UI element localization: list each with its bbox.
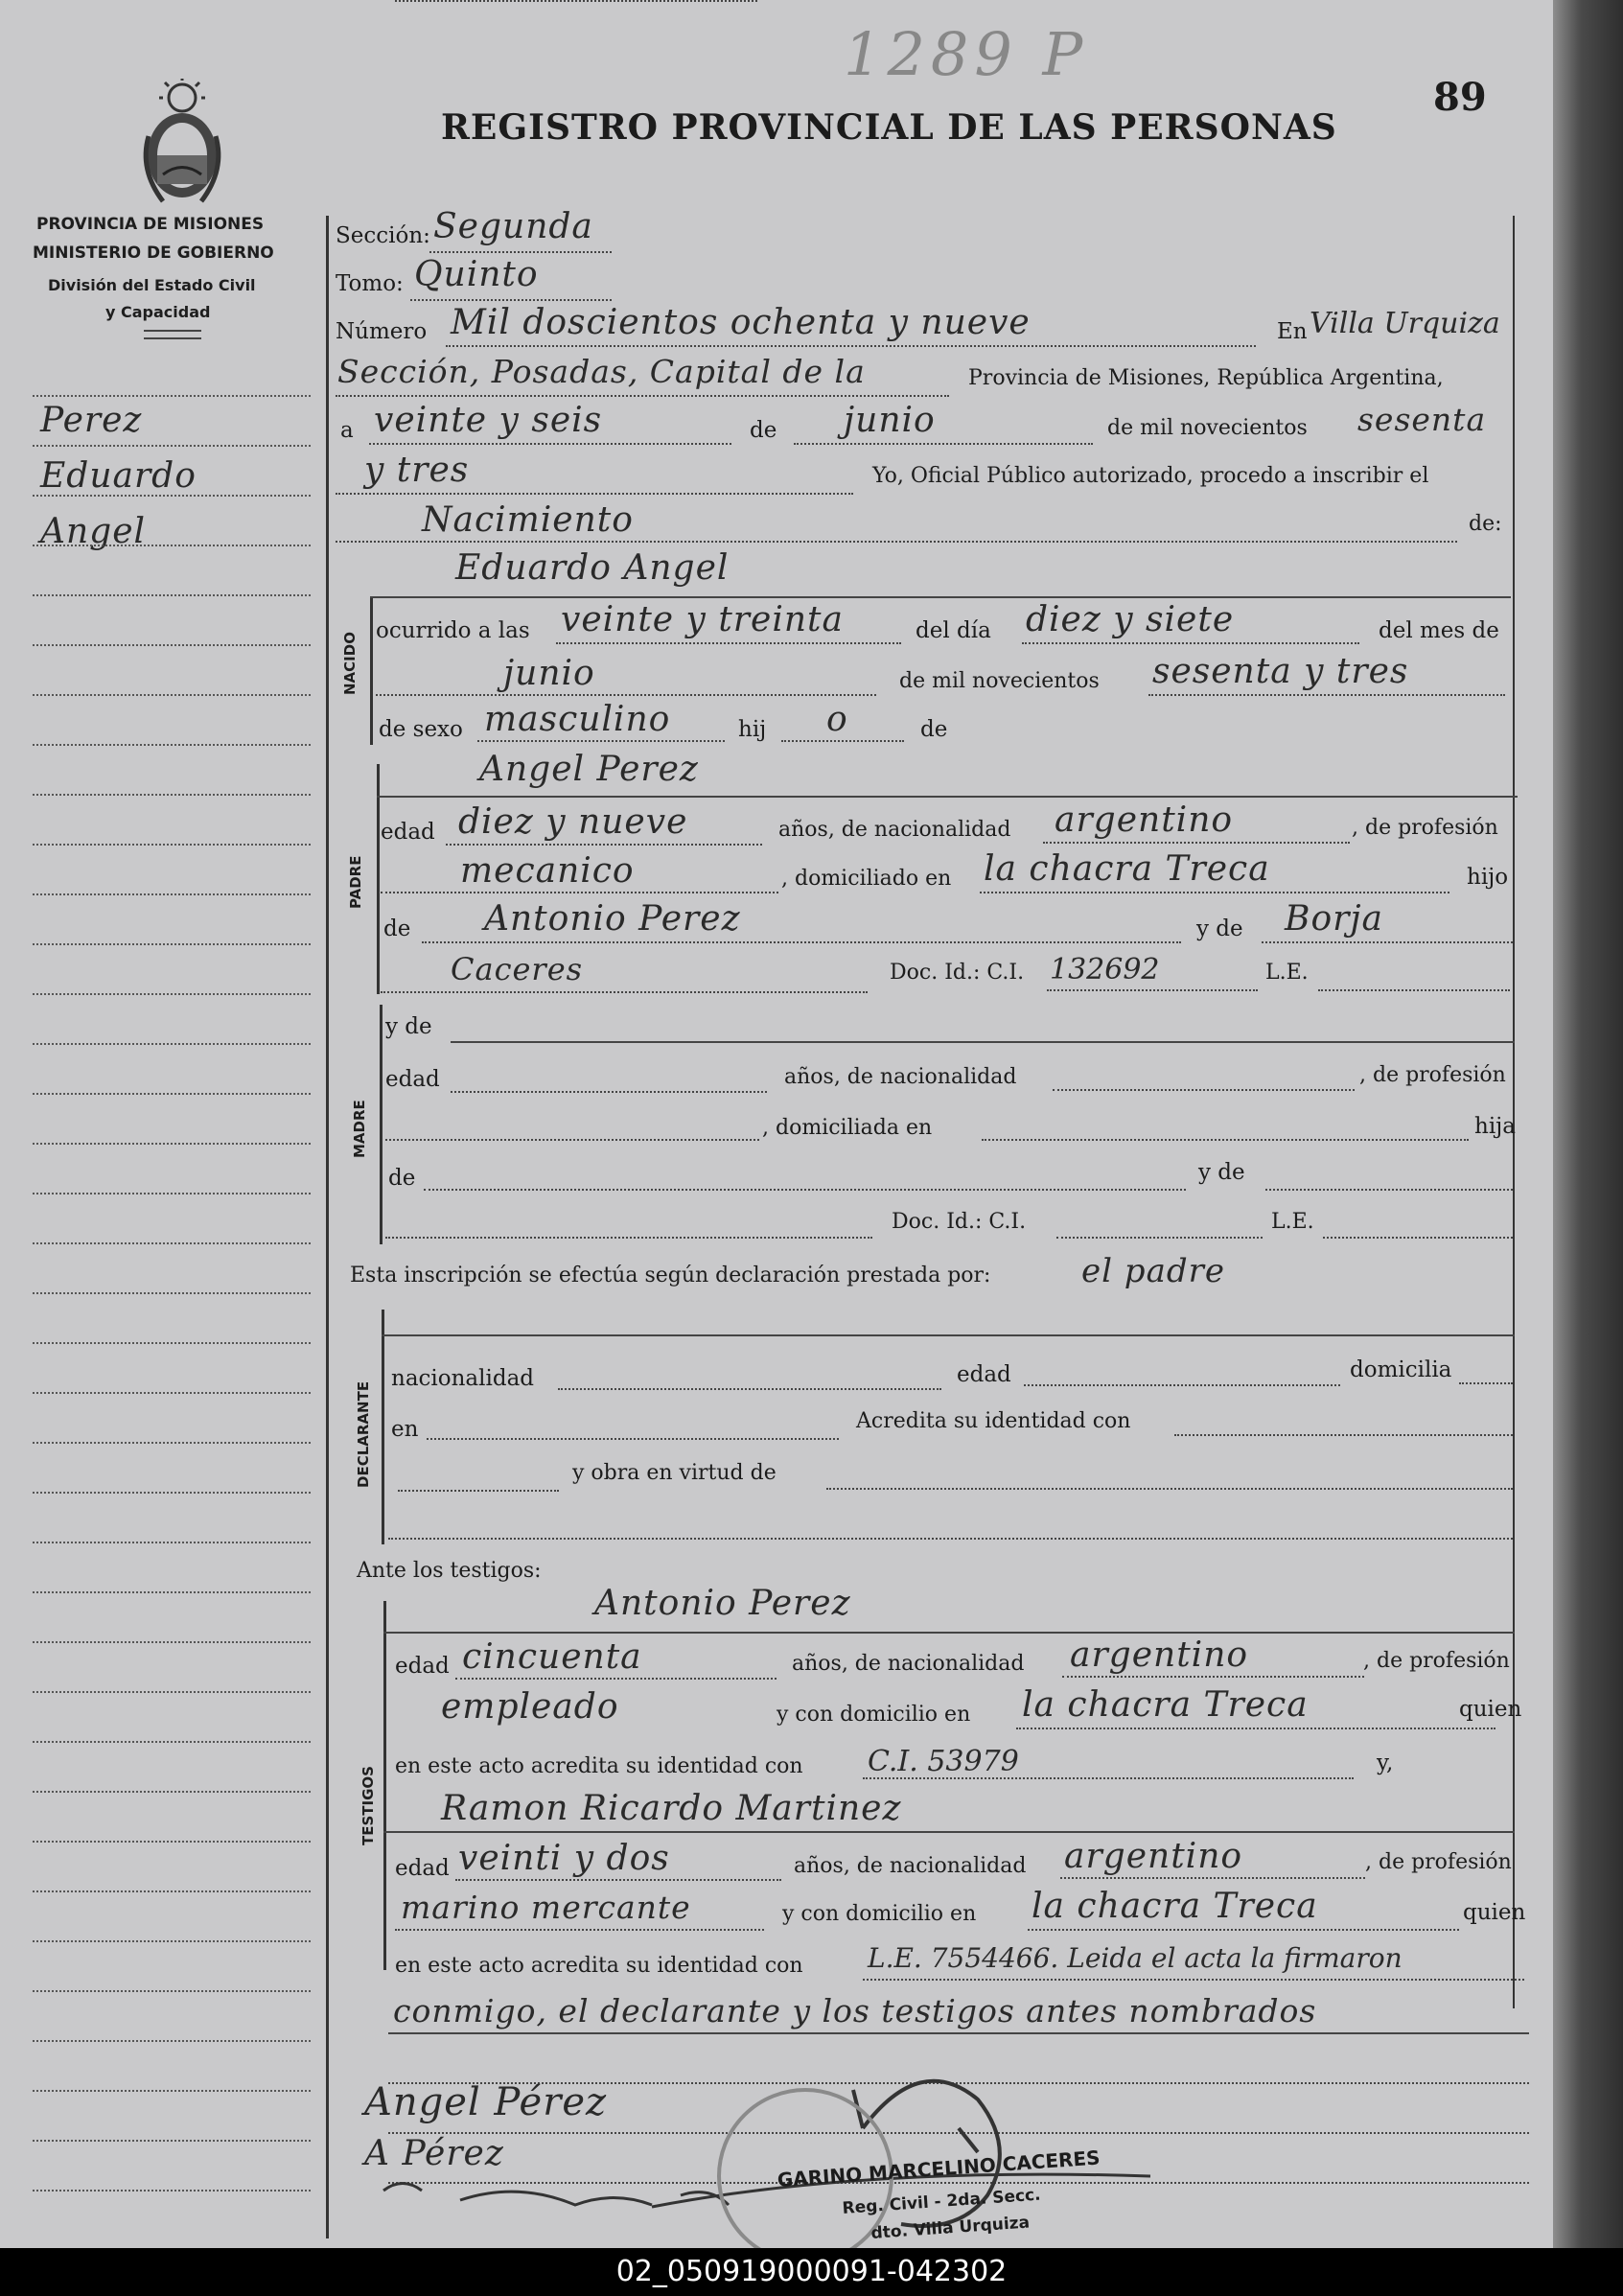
registry-title: REGISTRO PROVINCIAL DE LAS PERSONAS <box>441 107 1337 148</box>
testigo1-prof: empleado <box>441 1687 619 1727</box>
padre-edad-line <box>446 844 762 846</box>
margin-rule <box>33 545 311 546</box>
testigo2-dom-label: y con domicilio en <box>782 1902 977 1926</box>
padre-nac-label: años, de nacionalidad <box>778 818 1011 842</box>
margin-rule <box>33 1940 311 1942</box>
testigo2-nac: argentino <box>1064 1837 1243 1876</box>
madre-le-label: L.E. <box>1271 1210 1314 1234</box>
padre-name-line <box>377 796 1518 798</box>
declarante-obra-label: y obra en virtud de <box>572 1461 777 1485</box>
numero-label: Número <box>336 319 428 344</box>
margin-rule <box>33 744 311 746</box>
testigo2-prof-line <box>395 1929 764 1931</box>
mes-line <box>794 443 1093 445</box>
right-border <box>1513 216 1515 2008</box>
testigo2-dom: la chacra Treca <box>1032 1887 1318 1926</box>
testigo2-edad-line <box>455 1879 781 1881</box>
nacido-name: Eduardo Angel <box>455 548 730 588</box>
del-dia-label: del día <box>916 618 991 643</box>
testigo1-doc-line <box>863 1777 1354 1779</box>
testigo2-doc: L.E. 7554466. Leida el acta la firmaron <box>868 1942 1403 1974</box>
dia-line <box>369 443 731 445</box>
testigo1-prof-label: , de profesión <box>1363 1649 1510 1673</box>
abuelo-line <box>422 941 1181 943</box>
declarante-label: DECLARANTE <box>355 1380 372 1488</box>
numero-line <box>446 345 1256 347</box>
madre-le-line <box>1323 1237 1513 1239</box>
margin-rule <box>33 1242 311 1244</box>
madre-nac-line <box>1053 1089 1355 1091</box>
padre-le-line <box>1318 989 1510 991</box>
mes-value: junio <box>844 401 936 440</box>
madre-y-de2-line <box>1265 1189 1513 1191</box>
margin-rule <box>33 2040 311 2042</box>
margin-rule <box>33 644 311 646</box>
declarante-name-line <box>382 1334 1515 1336</box>
testigo1-acto-label: en este acto acredita su identidad con <box>395 1754 803 1778</box>
testigo1-y: y, <box>1377 1751 1394 1775</box>
abuelo-value: Antonio Perez <box>484 899 741 939</box>
margin-rule <box>33 594 311 596</box>
declarante-nac-label: nacionalidad <box>391 1366 535 1391</box>
testigo1-nac-label: años, de nacionalidad <box>792 1652 1025 1676</box>
padre-dom-value: la chacra Treca <box>984 849 1270 889</box>
margin-rule <box>33 495 311 497</box>
margin-rule <box>33 1990 311 1992</box>
padre-edad-label: edad <box>381 820 435 845</box>
official-stamp-name: GARINO MARCELINO CACERES <box>777 2145 1101 2192</box>
testigo1-doc: C.I. 53979 <box>868 1745 1019 1778</box>
hij-value: o <box>826 700 848 739</box>
margin-second-name: Angel <box>40 512 147 551</box>
margin-rule <box>33 1193 311 1194</box>
declarante-en-label: en <box>391 1417 419 1442</box>
sidebar-province: PROVINCIA DE MISIONES <box>36 215 265 234</box>
margin-rule <box>33 1542 311 1543</box>
declarante-bracket <box>382 1310 384 1544</box>
de-colon: de: <box>1469 512 1502 536</box>
place-value: Sección, Posadas, Capital de la <box>337 353 866 390</box>
margin-rule <box>33 1890 311 1892</box>
nacido-de-label: de <box>920 717 948 742</box>
margin-rule <box>33 1591 311 1593</box>
testigos-bracket <box>383 1601 386 1970</box>
seccion-value: Segunda <box>433 207 593 246</box>
anio-value-2: y tres <box>364 451 470 490</box>
closing-text: conmigo, el declarante y los testigos antes nombrados <box>393 1992 1317 2029</box>
anio-value-1: sesenta <box>1357 401 1487 438</box>
testigo2-dom-line <box>1028 1929 1459 1931</box>
testigo1-nac-line <box>1062 1676 1364 1678</box>
madre-label: MADRE <box>351 1100 368 1158</box>
margin-rule <box>33 1342 311 1344</box>
margin-rule <box>33 1392 311 1394</box>
declarante-domicilia-line <box>1459 1382 1513 1384</box>
padre-bracket <box>377 764 380 994</box>
nacido-bracket <box>370 596 373 745</box>
margin-rule <box>33 694 311 696</box>
padre-prof-line <box>381 892 778 893</box>
margin-rule <box>33 395 311 397</box>
madre-edad-label: edad <box>385 1067 440 1092</box>
sidebar-capacity: y Capacidad <box>105 303 211 321</box>
seccion-label: Sección: <box>336 223 430 248</box>
nacido-dia-value: diez y siete <box>1026 600 1235 639</box>
padre-doc-line <box>1047 989 1258 991</box>
padre-de-label: de <box>383 916 411 941</box>
tomo-line <box>410 299 612 301</box>
declarante-obra-line <box>826 1488 1513 1490</box>
padre-dom-line <box>980 892 1449 893</box>
testigo2-nac-line <box>1060 1877 1365 1879</box>
padre-label: PADRE <box>347 855 364 909</box>
madre-prof-line <box>385 1139 759 1141</box>
madre-y-de-label: y de <box>385 1014 432 1039</box>
madre-y-de2-label: y de <box>1198 1160 1245 1185</box>
testigo1-edad-label: edad <box>395 1654 450 1679</box>
madre-hija-label: hija <box>1474 1114 1517 1139</box>
madre-bracket <box>380 1005 383 1244</box>
official-stamp-district: dto. Villa Urquiza <box>870 2213 1031 2243</box>
ocurrido-label: ocurrido a las <box>376 618 530 643</box>
testigo1-name-line <box>383 1632 1515 1634</box>
left-border <box>326 216 329 2238</box>
madre-dom-label: , domiciliada en <box>762 1116 933 1140</box>
testigo2-nac-label: años, de nacionalidad <box>794 1854 1027 1878</box>
madre-nac-label: años, de nacionalidad <box>784 1065 1017 1089</box>
margin-rule <box>33 844 311 846</box>
testigo1-edad: cincuenta <box>462 1637 642 1677</box>
testigo1-name: Antonio Perez <box>594 1584 851 1623</box>
testigos-intro: Ante los testigos: <box>357 1559 542 1583</box>
declarante-edad-line <box>1024 1384 1340 1386</box>
sidebar-ministry: MINISTERIO DE GOBIERNO <box>33 244 274 263</box>
oficial-text: Yo, Oficial Público autorizado, procedo a inscribir el <box>872 464 1429 488</box>
acto-line <box>336 541 1457 543</box>
hora-value: veinte y treinta <box>561 600 844 639</box>
anio-line <box>336 493 853 495</box>
hij-label: hij <box>738 717 767 742</box>
nacido-mil-label: de mil novecientos <box>899 669 1100 693</box>
en-label: En <box>1277 319 1308 344</box>
sexo-value: masculino <box>484 700 671 739</box>
abuela-line-2 <box>381 991 868 993</box>
margin-rule <box>33 1741 311 1743</box>
margin-rule <box>33 445 311 447</box>
testigo2-prof-label: , de profesión <box>1365 1850 1512 1874</box>
hora-line <box>556 642 901 644</box>
margin-rule <box>33 1442 311 1444</box>
testigo2-name-line <box>383 1831 1515 1833</box>
nacido-label: NACIDO <box>341 632 359 695</box>
sidebar-underline <box>144 337 201 339</box>
acto-value: Nacimiento <box>422 500 634 540</box>
sexo-label: de sexo <box>379 717 463 742</box>
padre-prof-label: , de profesión <box>1352 816 1498 840</box>
madre-de-line <box>424 1189 1186 1191</box>
tomo-label: Tomo: <box>336 271 404 296</box>
madre-doc-blank-line <box>385 1237 872 1239</box>
sexo-line <box>477 740 725 742</box>
testigo1-dom: la chacra Treca <box>1022 1685 1309 1725</box>
margin-rule <box>33 943 311 945</box>
nacido-anio-line <box>1148 694 1505 696</box>
madre-edad-line <box>451 1091 767 1093</box>
declarante-blank-line <box>398 1490 559 1492</box>
nacido-mes-line <box>376 694 876 696</box>
testigo2-edad: veinti y dos <box>458 1839 670 1878</box>
margin-rule <box>33 1292 311 1294</box>
testigo2-acto-label: en este acto acredita su identidad con <box>395 1954 803 1978</box>
coat-of-arms-icon <box>134 79 230 208</box>
margin-rule <box>33 1093 311 1095</box>
declarante-extra-line <box>388 1538 1513 1540</box>
madre-dom-line <box>982 1139 1469 1141</box>
testigo2-prof: marino mercante <box>401 1889 691 1926</box>
tomo-value: Quinto <box>414 255 539 294</box>
madre-doc-line <box>1056 1237 1263 1239</box>
abuela-value-2: Caceres <box>451 951 584 987</box>
padre-edad-value: diez y nueve <box>458 802 688 842</box>
margin-first-name: Eduardo <box>40 456 197 496</box>
padre-y-de-label: y de <box>1196 916 1243 941</box>
nacido-dia-line <box>1022 642 1359 644</box>
margin-rule <box>33 993 311 995</box>
nacido-name-line <box>370 596 1511 598</box>
declaracion-value: el padre <box>1081 1252 1225 1290</box>
declarante-domicilia-label: domicilia <box>1350 1357 1452 1382</box>
margin-rule <box>33 1791 311 1793</box>
testigo1-edad-line <box>455 1678 777 1680</box>
margin-rule <box>33 1841 311 1843</box>
a-label: a <box>340 418 354 443</box>
seccion-line <box>429 251 612 253</box>
sidebar-division: División del Estado Civil <box>48 276 256 294</box>
margin-rule <box>33 893 311 895</box>
testigo2-edad-label: edad <box>395 1856 450 1881</box>
declarante-nac-line <box>558 1388 941 1390</box>
margin-surname: Perez <box>40 401 143 440</box>
folio-stamp: 1289 P <box>844 19 1089 89</box>
place-line <box>336 395 949 397</box>
margin-rule <box>33 794 311 796</box>
padre-nac-line <box>1043 842 1350 844</box>
testigo1-dom-line <box>1016 1728 1495 1729</box>
padre-nac-value: argentino <box>1055 800 1234 840</box>
abuela-value-1: Borja <box>1285 899 1383 939</box>
testigo2-name: Ramon Ricardo Martinez <box>441 1789 902 1828</box>
nacido-mes-value: junio <box>503 654 595 693</box>
de-label: de <box>750 418 777 443</box>
nacido-anio-value: sesenta y tres <box>1152 652 1409 691</box>
padre-name: Angel Perez <box>479 750 699 789</box>
hij-line <box>781 740 904 742</box>
margin-rule <box>33 1492 311 1494</box>
page-number: 89 <box>1433 75 1487 120</box>
testigo1-nac: argentino <box>1070 1635 1249 1675</box>
mil-label: de mil novecientos <box>1107 416 1308 440</box>
abuela-line-1 <box>1262 941 1513 943</box>
testigo2-quien: quien <box>1463 1900 1526 1925</box>
padre-le-label: L.E. <box>1265 961 1309 985</box>
testigo1-prof-line <box>395 0 757 2</box>
en-value: Villa Urquiza <box>1310 307 1500 340</box>
testigo2-doc-line <box>863 1979 1524 1981</box>
declarante-edad-label: edad <box>957 1362 1011 1387</box>
margin-rule <box>33 2090 311 2092</box>
dia-value: veinte y seis <box>374 401 603 440</box>
closing-line <box>388 2032 1529 2034</box>
testigo1-quien: quien <box>1459 1697 1522 1722</box>
padre-dom-label: , domiciliado en <box>781 867 952 891</box>
signature-father: Angel Pérez <box>364 2080 608 2124</box>
book-binding-shadow <box>1553 0 1623 2248</box>
padre-doc-label: Doc. Id.: C.I. <box>890 961 1025 985</box>
padre-prof-value: mecanico <box>460 851 635 891</box>
madre-de-label: de <box>388 1166 416 1191</box>
margin-rule <box>33 1143 311 1145</box>
madre-name-line <box>451 1041 1515 1043</box>
del-mes-label: del mes de <box>1379 618 1499 643</box>
margin-rule <box>33 1043 311 1045</box>
margin-rule <box>33 1691 311 1693</box>
provincia-text: Provincia de Misiones, República Argentina, <box>968 366 1444 390</box>
madre-doc-label: Doc. Id.: C.I. <box>892 1210 1027 1234</box>
testigos-label: TESTIGOS <box>359 1766 377 1845</box>
image-id-footer: 02_050919000091-042302 <box>0 2248 1623 2296</box>
margin-rule <box>33 1641 311 1643</box>
padre-hijo-label: hijo <box>1467 865 1509 890</box>
signature-witness: A Pérez <box>364 2134 504 2173</box>
official-stamp-office: Reg. Civil - 2da. Secc. <box>842 2185 1042 2218</box>
declarante-en-line <box>427 1438 839 1440</box>
declarante-acredita-line <box>1174 1434 1513 1436</box>
madre-prof-label: , de profesión <box>1359 1063 1506 1087</box>
numero-value: Mil doscientos ochenta y nueve <box>451 303 1031 342</box>
declaracion-text: Esta inscripción se efectúa según declaración prestada por: <box>350 1264 991 1287</box>
testigo1-dom-label: y con domicilio en <box>777 1703 971 1727</box>
margin-rule <box>33 2190 311 2192</box>
declarante-acredita-label: Acredita su identidad con <box>856 1409 1131 1433</box>
margin-rule <box>33 2140 311 2142</box>
padre-doc-value: 132692 <box>1050 953 1160 986</box>
sidebar-underline <box>144 330 201 332</box>
